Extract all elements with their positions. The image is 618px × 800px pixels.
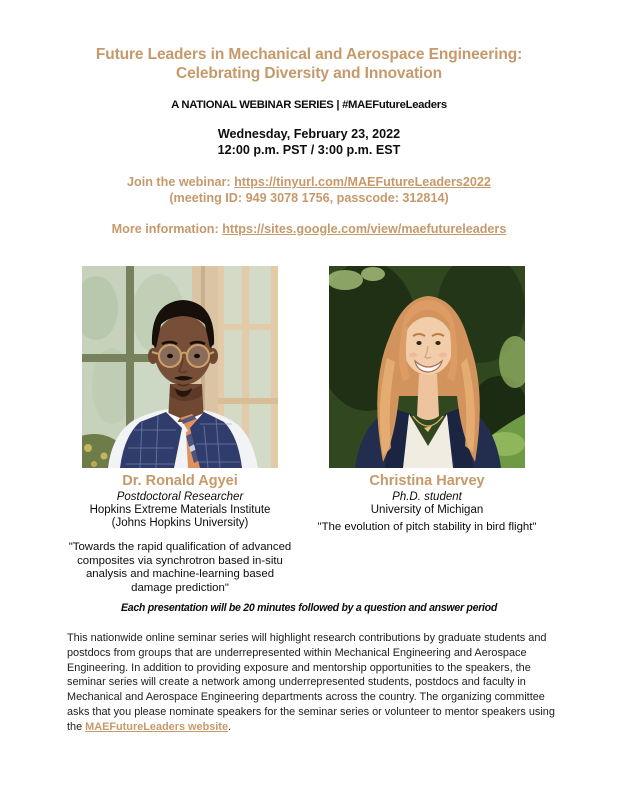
footer-text: This nationwide online seminar series will highlight research contributions by graduate students and postdocs from groups that are underrepresented within Mechanical Engineering and Aerospace Engineering. In addition to providing exposure and mentorship opportunities to the speakers, the seminar series will create a network among underrepresented students, postdocs and faculty in Mechanical and Aerospace Engineering departments across the country. The organizing committee asks that you please nominate speakers for the seminar series or volunteer to mentor speakers using the bbox=[67, 632, 555, 733]
speaker-name-christina-harvey: Christina Harvey bbox=[369, 473, 485, 489]
join-label: Join the webinar: bbox=[127, 175, 235, 189]
speaker-photo-christina-harvey bbox=[329, 266, 525, 468]
speaker-photo-ronald-agyei bbox=[82, 266, 278, 468]
series-description-paragraph bbox=[67, 631, 556, 735]
maefutureleaders-website-link[interactable]: MAEFutureLeaders website bbox=[85, 720, 228, 733]
series-subtitle: A NATIONAL WEBINAR SERIES | #MAEFutureLeaders bbox=[171, 99, 447, 111]
more-info-link[interactable]: https://sites.google.com/view/maefutureleaders bbox=[222, 222, 507, 236]
speaker-affiliation-left-1: Hopkins Extreme Materials Institute bbox=[89, 504, 271, 516]
speaker-name-ronald-agyei: Dr. Ronald Agyei bbox=[122, 473, 238, 489]
speaker-role-left: Postdoctoral Researcher bbox=[116, 491, 244, 503]
speaker-affiliation-right-1: University of Michigan bbox=[370, 504, 484, 516]
more-info-line bbox=[0, 222, 618, 236]
event-time: 12:00 p.m. PST / 3:00 p.m. EST bbox=[217, 142, 401, 157]
page-title bbox=[0, 46, 618, 83]
speaker-role-right: Ph.D. student bbox=[392, 491, 462, 503]
event-date: Wednesday, February 23, 2022 bbox=[217, 127, 401, 141]
speaker-affiliation-left-2: (Johns Hopkins University) bbox=[111, 517, 249, 529]
presentation-format-note: Each presentation will be 20 minutes followed by a question and answer period bbox=[120, 602, 497, 614]
portrait-woman-illustration bbox=[329, 266, 525, 468]
meeting-credentials: (meeting ID: 949 3078 1756, passcode: 312814) bbox=[169, 191, 449, 205]
footer-text-end: . bbox=[228, 720, 232, 733]
webinar-link[interactable]: https://tinyurl.com/MAEFutureLeaders2022 bbox=[234, 175, 491, 189]
page-title-line1: Future Leaders in Mechanical and Aerospace Engineering: bbox=[95, 46, 523, 63]
talk-title-right: "The evolution of pitch stability in bird flight" bbox=[317, 521, 537, 533]
talk-title-left: "Towards the rapid qualification of advanced composites via synchrotron based in-situ analysis and machine-learning based damage prediction" bbox=[68, 541, 292, 594]
join-webinar-block bbox=[0, 174, 618, 206]
event-datetime bbox=[0, 127, 618, 158]
join-webinar-line bbox=[0, 174, 618, 190]
more-info-label: More information: bbox=[111, 222, 223, 236]
portrait-man-illustration bbox=[82, 266, 278, 468]
page-title-line2: Celebrating Diversity and Innovation bbox=[176, 64, 442, 82]
